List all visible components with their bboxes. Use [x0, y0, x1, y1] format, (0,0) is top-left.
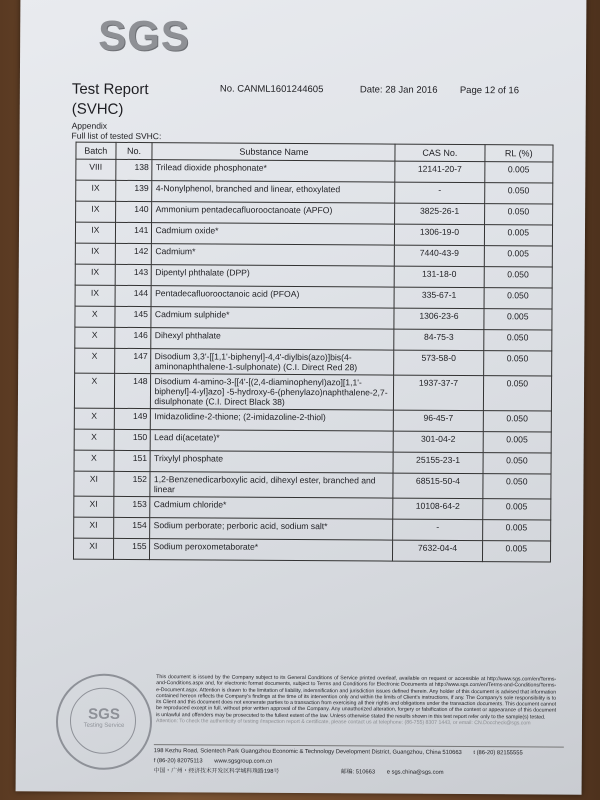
number-cell: 139 [115, 180, 152, 201]
number-cell: 146 [114, 327, 151, 348]
column-header: CAS No. [395, 144, 484, 162]
rl-cell: 0.005 [482, 541, 551, 562]
table-row [74, 450, 551, 474]
rl-cell: 0.050 [483, 453, 552, 474]
cas-cell: 7632-04-4 [393, 540, 482, 562]
disclaimer [156, 674, 556, 727]
table-row [75, 348, 552, 376]
batch-cell: IX [75, 243, 115, 264]
table-row [76, 180, 553, 204]
rl-cell: 0.050 [484, 267, 553, 288]
rl-cell: 0.005 [483, 309, 552, 330]
batch-cell: IX [76, 180, 116, 201]
report-number: No. CANML1601244605 [219, 83, 324, 96]
table-row [75, 264, 552, 288]
batch-cell: X [74, 373, 114, 408]
substance-cell: Sodium perborate; perboric acid, sodium salt* [150, 518, 393, 540]
number-cell: 145 [115, 306, 152, 327]
number-cell: 141 [115, 222, 152, 243]
rl-cell: 0.050 [482, 474, 551, 499]
report-subtitle: (SVHC) [71, 100, 124, 118]
substance-cell: Pentadecafluorooctanoic acid (PFOA) [151, 286, 394, 308]
table-row [74, 373, 551, 411]
rl-cell: 0.050 [484, 204, 553, 225]
rl-cell: 0.050 [483, 376, 552, 411]
cas-cell: 573-58-0 [394, 350, 483, 376]
cas-cell: 7440-43-9 [395, 245, 484, 267]
batch-cell: VIII [76, 159, 116, 180]
column-header: Substance Name [152, 143, 395, 161]
substance-cell: 1,2-Benzenedicarboxylic acid, dihexyl ester, branched and linear [150, 472, 393, 498]
number-cell: 151 [114, 450, 151, 471]
substance-cell: Dipentyl phthalate (DPP) [152, 265, 395, 287]
svhc-table [73, 142, 554, 563]
batch-cell: XI [74, 471, 114, 496]
batch-cell: XI [74, 517, 114, 538]
column-header: Batch [76, 142, 116, 159]
cas-cell: 301-04-2 [393, 431, 482, 453]
batch-cell: X [74, 429, 114, 450]
cas-cell: 10108-64-2 [393, 498, 482, 520]
document-page [16, 0, 587, 795]
report-date: Date: 28 Jan 2016 [359, 84, 438, 96]
cas-cell: 12141-20-7 [395, 161, 484, 183]
number-cell: 150 [114, 429, 151, 450]
table-row [75, 306, 552, 330]
cas-cell: 96-45-7 [394, 410, 483, 432]
number-cell: 140 [115, 201, 152, 222]
report-title: Test Report [71, 80, 149, 99]
batch-cell: X [74, 408, 114, 429]
rl-cell: 0.005 [484, 246, 553, 267]
table-row [75, 222, 552, 246]
rl-cell: 0.005 [483, 432, 552, 453]
list-title: Full list of tested SVHC: [71, 130, 162, 142]
number-cell: 147 [114, 348, 151, 373]
cas-cell: 1306-23-6 [394, 308, 483, 330]
substance-cell: Cadmium* [152, 244, 395, 266]
number-cell: 155 [113, 538, 150, 559]
table-row [74, 471, 551, 499]
seal-logo: SGS [88, 705, 120, 723]
cas-cell: 3825-26-1 [395, 203, 484, 225]
table-row [74, 408, 551, 432]
postcode: 邮编: 510663 [340, 769, 376, 776]
phone: t (86-20) 82155555 [473, 750, 523, 757]
batch-cell: XI [74, 496, 114, 517]
substance-cell: Lead di(acetate)* [151, 430, 394, 452]
batch-cell: X [75, 306, 115, 327]
batch-cell: IX [75, 285, 115, 306]
number-cell: 148 [114, 373, 151, 408]
number-cell: 138 [115, 159, 152, 180]
number-cell: 154 [113, 517, 150, 538]
rl-cell: 0.005 [482, 520, 551, 541]
table-row [76, 159, 553, 183]
cas-cell: 68515-50-4 [393, 473, 482, 499]
number-cell: 143 [115, 264, 152, 285]
substance-cell: Imidazolidine-2-thione; (2-imidazoline-2-thiol) [151, 409, 394, 431]
batch-cell: X [75, 327, 115, 348]
rl-cell: 0.050 [483, 351, 552, 376]
substance-cell: Trixylyl phosphate [150, 451, 393, 473]
batch-cell: XI [73, 538, 113, 559]
rl-cell: 0.005 [484, 225, 553, 246]
substance-cell: Dihexyl phthalate [151, 328, 394, 350]
address-cn: 中国・广州・经济技术开发区科学城科珠路198号 [153, 768, 280, 775]
attention-text: Attention: To check the authenticity of testing /inspection report & certificate, please contact us at telephone: (86-755) 8307 1443, or email: CN.Doccheck@sgs.com [155, 718, 531, 727]
batch-cell: X [75, 348, 115, 373]
number-cell: 153 [113, 496, 150, 517]
website: www.sgsgroup.com.cn [214, 758, 273, 765]
cas-cell: 1306-19-0 [395, 224, 484, 246]
substance-cell: Trilead dioxide phosphonate* [152, 160, 395, 182]
address-block [154, 744, 564, 779]
number-cell: 152 [114, 471, 151, 496]
cas-cell: - [395, 182, 484, 204]
table-row [74, 496, 551, 520]
batch-cell: X [74, 450, 114, 471]
rl-cell: 0.050 [483, 411, 552, 432]
address-en: 198 Kezhu Road, Scientech Park Guangzhou Economic & Technology Development District, Guangzhou, China 510663 [153, 748, 462, 756]
substance-cell: Disodium 4-amino-3-[[4'-[(2,4-diaminophenyl)azo][1,1'-biphenyl]-4-yl]azo] -5-hydroxy-6-(phenylazo)naphthalene-2,7-disulphonate (C.I. Direct Black 38) [151, 374, 394, 410]
rl-cell: 0.050 [484, 288, 553, 309]
cas-cell: 84-75-3 [394, 329, 483, 351]
fax: f (86-20) 82075113 [153, 758, 203, 765]
number-cell: 142 [115, 243, 152, 264]
substance-cell: Sodium peroxometaborate* [150, 539, 393, 561]
table-row [74, 517, 551, 541]
cas-cell: 25155-23-1 [393, 452, 482, 474]
cas-cell: 1937-37-7 [394, 375, 483, 411]
substance-cell: Cadmium sulphide* [151, 307, 394, 329]
cas-cell: 335-67-1 [394, 287, 483, 309]
email: e sgs.china@sgs.com [386, 769, 444, 776]
batch-cell: IX [75, 222, 115, 243]
table-row [75, 285, 552, 309]
rl-cell: 0.050 [483, 330, 552, 351]
substance-cell: Cadmium chloride* [150, 497, 393, 519]
cas-cell: 131-18-0 [394, 266, 483, 288]
cas-cell: - [393, 519, 482, 541]
column-header: RL (%) [484, 145, 553, 162]
page-number: Page 12 of 16 [459, 84, 520, 97]
number-cell: 144 [115, 285, 152, 306]
rl-cell: 0.050 [484, 183, 553, 204]
table-row [75, 327, 552, 351]
table-row [75, 243, 552, 267]
substance-cell: Cadmium oxide* [152, 223, 395, 245]
batch-cell: IX [75, 264, 115, 285]
number-cell: 149 [114, 408, 151, 429]
disclaimer-text: This document is issued by the Company subject to its General Conditions of Service printed overleaf, available on request or accessible at http://www.sgs.com/en/Terms-and-Conditions.aspx and, for electronic format documents, subject to Terms and Conditions for Electronic Documents at http://www.sgs.com/en/Terms-and-Conditions/Terms-e-Document.aspx. Attention is drawn to the limitation of liability, indemnification and jurisdiction issues defined therein. Any holder of this document is advised that information contained hereon reflects the Company's findings at the time of its intervention only and within the limits of Client's instructions, if any. The Company's sole responsibility is to its Client and this document does not exonerate parties to a transaction from exercising all their rights and obligations under the transaction documents. This document cannot be reproduced except in full, without prior written approval of the Company. Any unauthorized alteration, forgery or falsification of the content or appearance of this document is unlawful and offenders may be prosecuted to the fullest extent of the law. Unless otherwise stated the results shown in this test report refer only to the sample(s) tested. [156, 674, 557, 721]
appendix-label: Appendix [71, 120, 108, 131]
substance-cell: Disodium 3,3'-[[1,1'-biphenyl]-4,4'-diylbis(azo)]bis(4-aminonaphthalene-1-sulphonate) (C.I. Direct Red 28) [151, 349, 394, 375]
rl-cell: 0.005 [484, 162, 553, 183]
table-row [73, 538, 550, 562]
column-header: No. [116, 142, 153, 159]
rl-cell: 0.005 [482, 499, 551, 520]
table-row [74, 429, 551, 453]
substance-cell: Ammonium pentadecafluorooctanoate (APFO) [152, 202, 395, 224]
sgs-logo: SGS [98, 11, 191, 60]
substance-cell: 4-Nonylphenol, branched and linear, ethoxylated [152, 181, 395, 203]
seal-text: Testing Service [83, 722, 125, 729]
sgs-seal [56, 674, 153, 771]
batch-cell: IX [76, 201, 116, 222]
table-row [76, 201, 553, 225]
